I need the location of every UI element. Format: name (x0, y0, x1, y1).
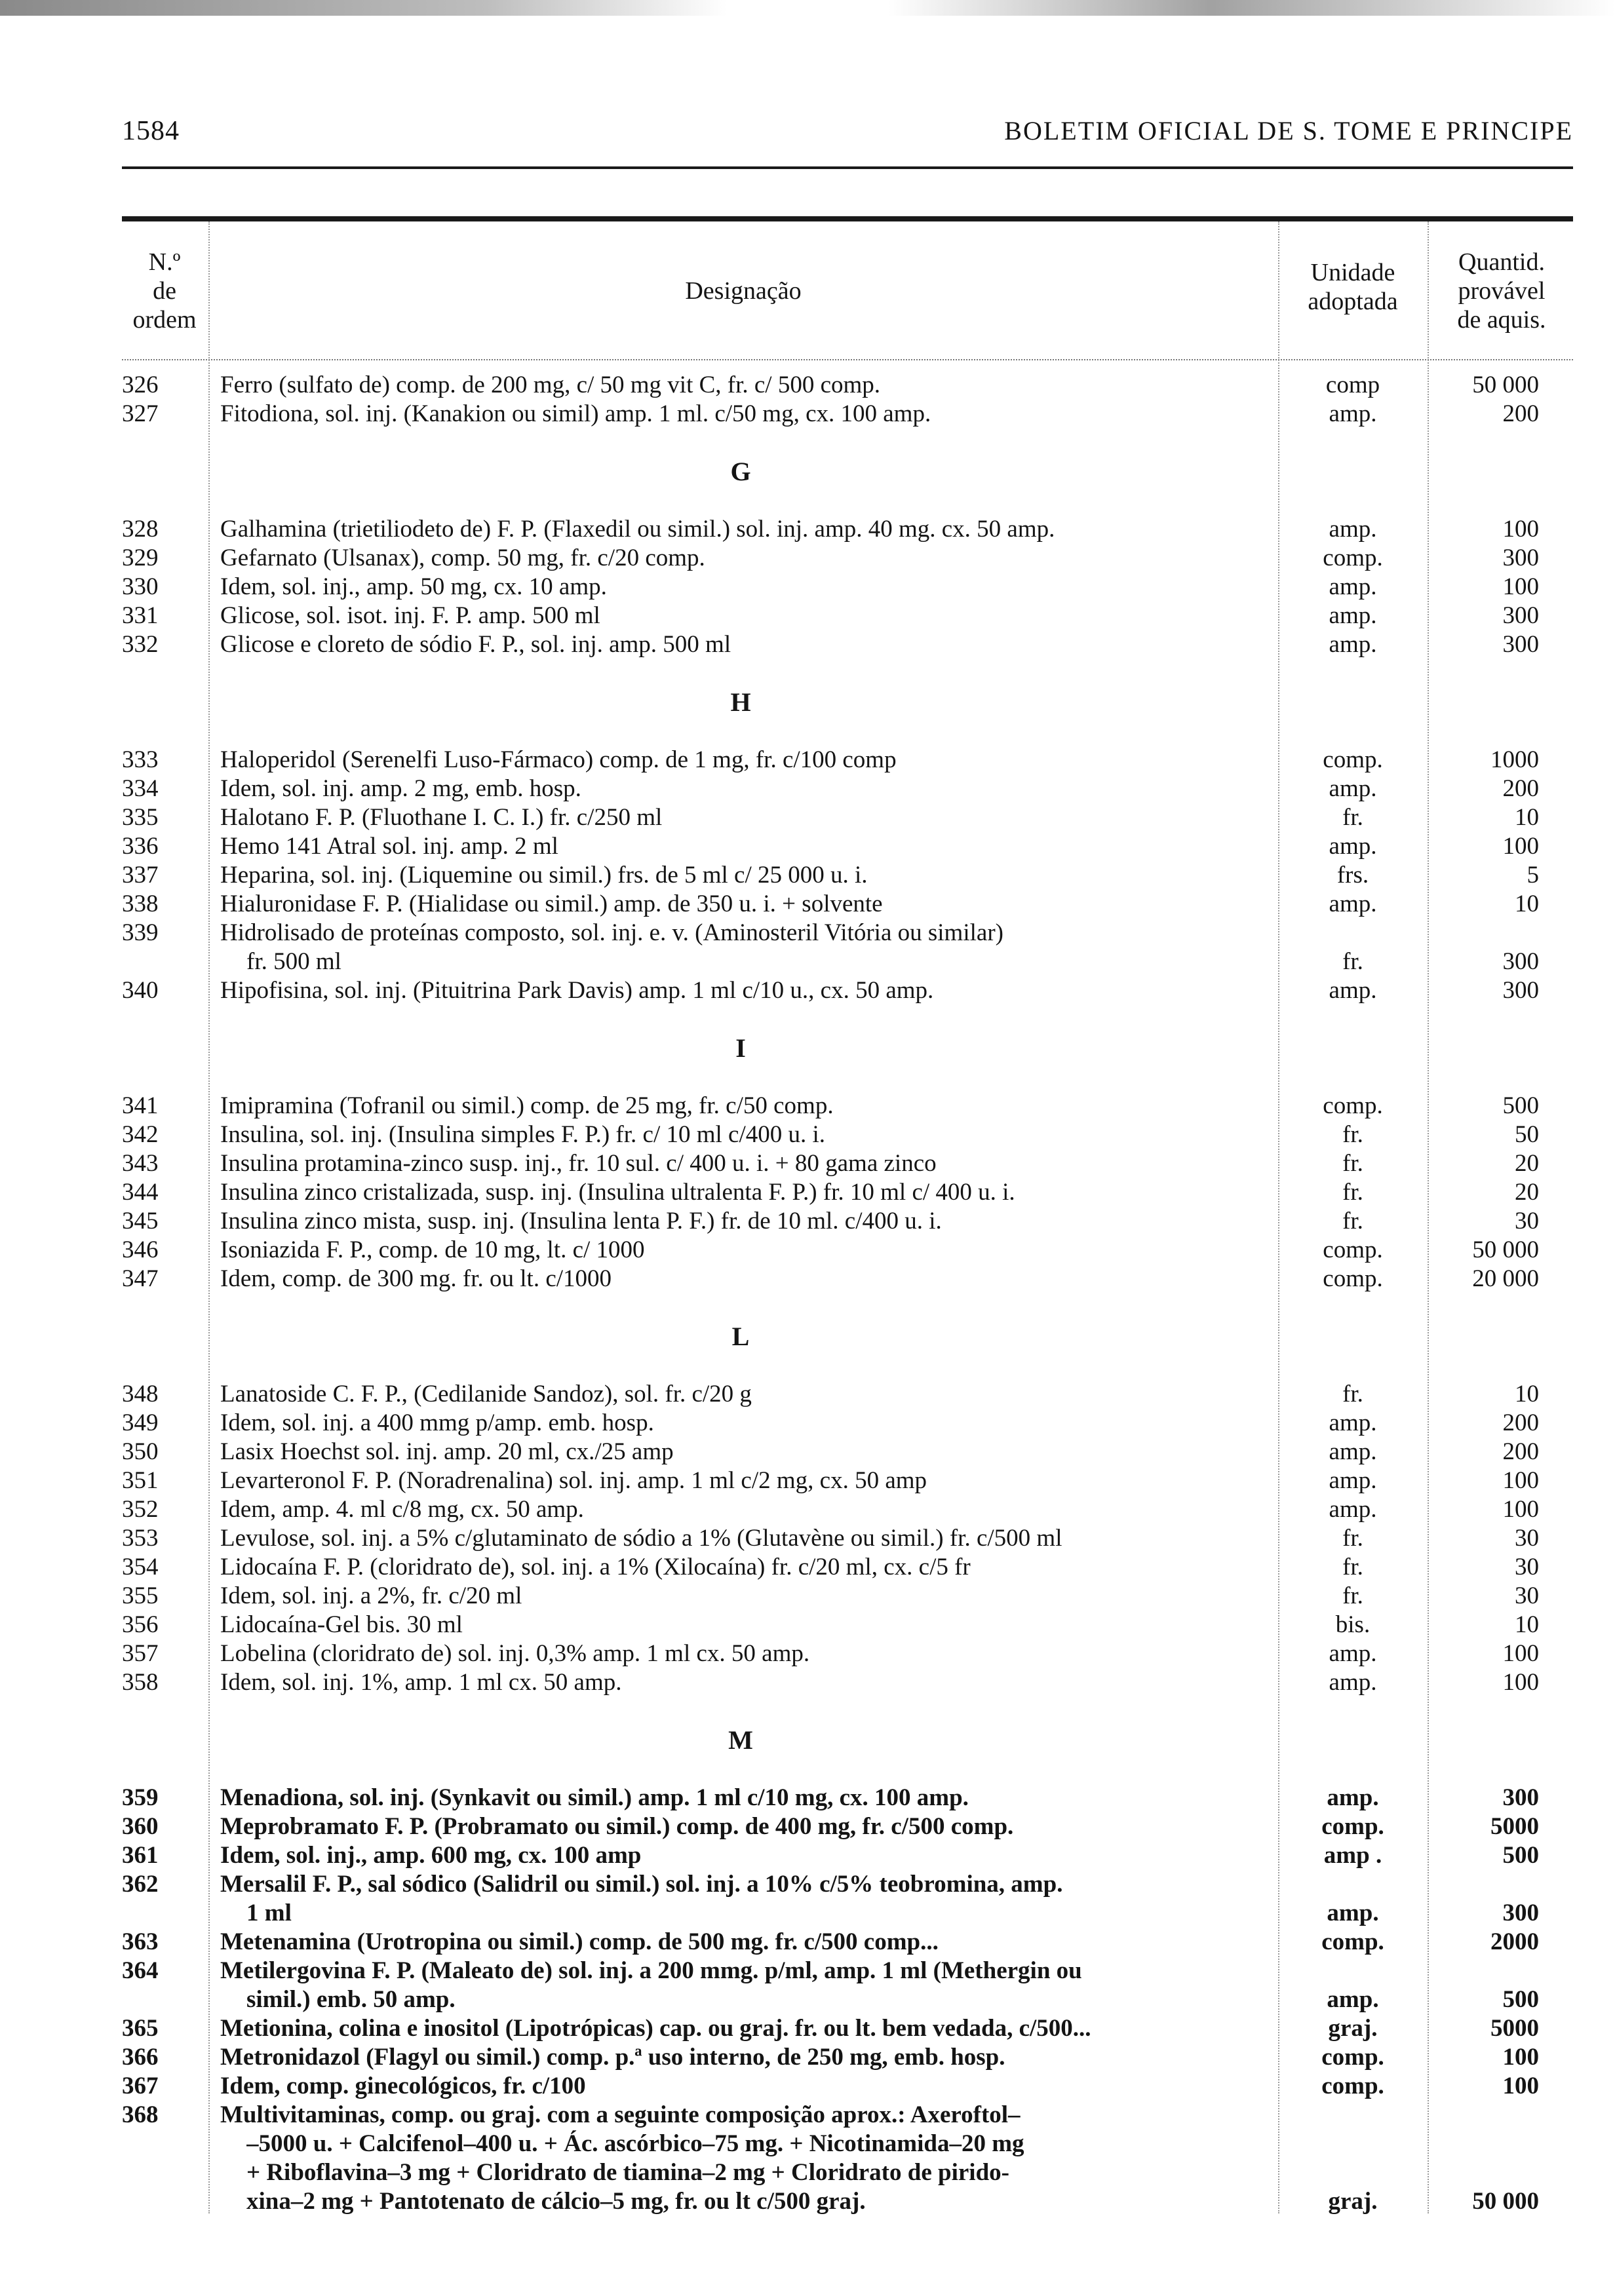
item-quantity: 5 (1527, 862, 1539, 889)
table-row (0, 976, 1615, 1005)
item-quantity: 500 (1502, 1092, 1539, 1119)
table-row (0, 947, 1615, 976)
item-number: 338 (122, 890, 159, 917)
item-designation: Glicose, sol. isot. inj. F. P. amp. 500 ml (220, 602, 600, 629)
item-quantity: 300 (1502, 631, 1539, 658)
item-designation: Levarteronol F. P. (Noradrenalina) sol. inj. amp. 1 ml c/2 mg, cx. 50 amp (220, 1467, 927, 1494)
item-designation: Menadiona, sol. inj. (Synkavit ou simil.) amp. 1 ml c/10 mg, cx. 100 amp. (220, 1784, 969, 1811)
item-quantity: 100 (1502, 1467, 1539, 1494)
item-number: 368 (122, 2101, 159, 2128)
item-unit: amp. (1329, 400, 1377, 427)
item-designation: Insulina, sol. inj. (Insulina simples F. P.) fr. c/ 10 ml c/400 u. i. (220, 1121, 826, 1148)
item-number: 328 (122, 516, 159, 543)
table-row (0, 515, 1615, 544)
table-row (0, 1899, 1615, 1928)
item-designation: Hialuronidase F. P. (Hialidase ou simil.) amp. de 350 u. i. + solvente (220, 890, 883, 917)
item-designation: 1 ml (246, 1900, 292, 1926)
item-unit: amp. (1329, 1640, 1377, 1667)
page-number: 1584 (122, 116, 180, 146)
item-designation: Idem, comp. ginecológicos, fr. c/100 (220, 2073, 586, 2099)
table-row (0, 1236, 1615, 1265)
item-quantity: 50 000 (1472, 2188, 1539, 2215)
item-designation: Fitodiona, sol. inj. (Kanakion ou simil) amp. 1 ml. c/50 mg, cx. 100 amp. (220, 400, 931, 427)
item-quantity: 10 (1515, 1381, 1539, 1407)
table-row (0, 1466, 1615, 1495)
item-quantity: 1000 (1490, 746, 1539, 773)
item-quantity: 200 (1502, 400, 1539, 427)
item-number: 331 (122, 602, 159, 629)
item-unit: comp. (1321, 2044, 1384, 2071)
item-designation: Idem, comp. de 300 mg. fr. ou lt. c/1000 (220, 1265, 612, 1292)
table-row (0, 2043, 1615, 2072)
item-designation: Lobelina (cloridrato de) sol. inj. 0,3% amp. 1 ml cx. 50 amp. (220, 1640, 810, 1667)
item-unit: amp. (1327, 1986, 1379, 2013)
item-quantity: 200 (1502, 1409, 1539, 1436)
item-number: 363 (122, 1928, 159, 1955)
item-number: 333 (122, 746, 159, 773)
item-number: 342 (122, 1121, 159, 1148)
item-unit: amp. (1329, 890, 1377, 917)
item-designation: Levulose, sol. inj. a 5% c/glutaminato de sódio a 1% (Glutavène ou simil.) fr. c/500 ml (220, 1525, 1062, 1552)
table-row (0, 1120, 1615, 1149)
table-row (0, 1668, 1615, 1697)
table-row (0, 1928, 1615, 1957)
table-row (0, 919, 1615, 947)
item-designation: Multivitaminas, comp. ou graj. com a seguinte composição aprox.: Axeroftol– (220, 2101, 1021, 2128)
table-row (0, 1841, 1615, 1870)
item-designation: xina–2 mg + Pantotenato de cálcio–5 mg, fr. ou lt c/500 graj. (246, 2188, 866, 2215)
item-number: 361 (122, 1842, 159, 1869)
item-quantity: 10 (1515, 1611, 1539, 1638)
item-designation: Mersalil F. P., sal sódico (Salidril ou simil.) sol. inj. a 10% c/5% teobromina, amp. (220, 1871, 1063, 1898)
table-row (0, 1495, 1615, 1524)
item-number: 334 (122, 775, 159, 802)
item-unit: fr. (1342, 1525, 1363, 1552)
item-unit: amp. (1329, 602, 1377, 629)
item-unit: amp. (1329, 1669, 1377, 1696)
item-quantity: 5000 (1490, 2015, 1539, 2042)
item-number: 346 (122, 1236, 159, 1263)
item-designation: Halotano F. P. (Fluothane I. C. I.) fr. c/250 ml (220, 804, 663, 831)
item-quantity: 200 (1502, 775, 1539, 802)
item-unit: amp. (1329, 977, 1377, 1004)
item-unit: graj. (1328, 2015, 1378, 2042)
table-row (0, 1639, 1615, 1668)
table-top-rule (122, 216, 1573, 221)
item-designation: Haloperidol (Serenelfi Luso-Fármaco) comp. de 1 mg, fr. c/100 comp (220, 746, 897, 773)
item-designation: Lidocaína-Gel bis. 30 ml (220, 1611, 463, 1638)
item-unit: amp. (1329, 631, 1377, 658)
item-quantity: 30 (1515, 1582, 1539, 1609)
item-designation: Imipramina (Tofranil ou simil.) comp. de 25 mg, fr. c/50 comp. (220, 1092, 834, 1119)
item-quantity: 20 000 (1472, 1265, 1539, 1292)
item-unit: amp. (1329, 516, 1377, 543)
item-quantity: 100 (1502, 2073, 1539, 2099)
item-designation: Idem, sol. inj., amp. 600 mg, cx. 100 amp (220, 1842, 642, 1869)
table-row (0, 1409, 1615, 1438)
item-quantity: 50 000 (1472, 372, 1539, 398)
item-number: 360 (122, 1813, 159, 1840)
section-letter-label: G (730, 457, 751, 486)
item-number: 364 (122, 1957, 159, 1984)
table-row (0, 1438, 1615, 1466)
section-letter (0, 1697, 1615, 1784)
section-letter (0, 1293, 1615, 1380)
item-designation: Lanatoside C. F. P., (Cedilanide Sandoz), sol. fr. c/20 g (220, 1381, 752, 1407)
item-unit: comp. (1323, 545, 1383, 571)
table-row (0, 602, 1615, 630)
item-number: 349 (122, 1409, 159, 1436)
item-quantity: 300 (1502, 545, 1539, 571)
section-letter-label: L (731, 1322, 750, 1351)
item-designation: Galhamina (trietiliodeto de) F. P. (Flaxedil ou simil.) sol. inj. amp. 40 mg. cx. 50 amp. (220, 516, 1055, 543)
item-designation: Idem, sol. inj. 1%, amp. 1 ml cx. 50 amp. (220, 1669, 622, 1696)
item-number: 350 (122, 1438, 159, 1465)
table-row (0, 1380, 1615, 1409)
table-row (0, 573, 1615, 602)
item-designation: Idem, amp. 4. ml c/8 mg, cx. 50 amp. (220, 1496, 584, 1523)
item-number: 354 (122, 1554, 159, 1580)
item-quantity: 20 (1515, 1150, 1539, 1177)
item-designation: Metronidazol (Flagyl ou simil.) comp. p.ª uso interno, de 250 mg, emb. hosp. (220, 2044, 1005, 2071)
item-designation: Insulina protamina-zinco susp. inj., fr. 10 sul. c/ 400 u. i. + 80 gama zinco (220, 1150, 937, 1177)
item-unit: bis. (1335, 1611, 1371, 1638)
item-designation: Insulina zinco mista, susp. inj. (Insulina lenta P. F.) fr. de 10 ml. c/400 u. i. (220, 1208, 942, 1234)
item-number: 345 (122, 1208, 159, 1234)
table-row (0, 371, 1615, 400)
item-designation: Hemo 141 Atral sol. inj. amp. 2 ml (220, 833, 558, 860)
item-unit: amp. (1329, 573, 1377, 600)
item-quantity: 30 (1515, 1208, 1539, 1234)
item-unit: fr. (1342, 1582, 1363, 1609)
table-row (0, 400, 1615, 429)
item-designation: Meprobramato F. P. (Probramato ou simil.) comp. de 400 mg, fr. c/500 comp. (220, 1813, 1014, 1840)
item-unit: graj. (1328, 2188, 1378, 2215)
table-row (0, 775, 1615, 803)
item-number: 337 (122, 862, 159, 889)
table-row (0, 1149, 1615, 1178)
page-header (122, 115, 1573, 155)
item-number: 348 (122, 1381, 159, 1407)
header-rule (122, 166, 1573, 169)
column-header-designation: Designação (685, 277, 802, 305)
item-number: 366 (122, 2044, 159, 2071)
item-quantity: 300 (1502, 977, 1539, 1004)
item-unit: comp. (1323, 1265, 1383, 1292)
item-quantity: 300 (1502, 1900, 1539, 1926)
item-unit: comp. (1323, 746, 1383, 773)
item-number: 352 (122, 1496, 159, 1523)
item-designation: –5000 u. + Calcifenol–400 u. + Ác. ascórbico–75 mg. + Nicotinamida–20 mg (246, 2130, 1024, 2157)
item-designation: Isoniazida F. P., comp. de 10 mg, lt. c/ 1000 (220, 1236, 645, 1263)
item-quantity: 10 (1515, 804, 1539, 831)
item-designation: fr. 500 ml (246, 948, 341, 975)
item-number: 355 (122, 1582, 159, 1609)
section-letter-label: H (730, 687, 751, 717)
item-quantity: 5000 (1490, 1813, 1539, 1840)
item-quantity: 50 (1515, 1121, 1539, 1148)
header-bottom-rule (122, 359, 1573, 360)
item-number: 329 (122, 545, 159, 571)
table-row (0, 544, 1615, 573)
item-number: 335 (122, 804, 159, 831)
item-unit: amp. (1329, 1496, 1377, 1523)
item-quantity: 10 (1515, 890, 1539, 917)
item-number: 365 (122, 2015, 159, 2042)
item-number: 327 (122, 400, 159, 427)
item-designation: Glicose e cloreto de sódio F. P., sol. inj. amp. 500 ml (220, 631, 731, 658)
table-row (0, 1985, 1615, 2014)
item-number: 326 (122, 372, 159, 398)
item-quantity: 100 (1502, 1669, 1539, 1696)
item-number: 362 (122, 1871, 159, 1898)
item-unit: fr. (1342, 1121, 1363, 1148)
item-unit: frs. (1336, 862, 1369, 889)
table-row (0, 890, 1615, 919)
table-row (0, 1812, 1615, 1841)
item-designation: Insulina zinco cristalizada, susp. inj. (Insulina ultralenta F. P.) fr. 10 ml c/ 400 u. i. (220, 1179, 1015, 1206)
item-number: 341 (122, 1092, 159, 1119)
item-designation: Lasix Hoechst sol. inj. amp. 20 ml, cx./25 amp (220, 1438, 674, 1465)
item-number: 359 (122, 1784, 159, 1811)
table-row (0, 1957, 1615, 1985)
item-number: 332 (122, 631, 159, 658)
section-letter-label: M (728, 1725, 753, 1755)
table-row (0, 803, 1615, 832)
item-quantity: 100 (1502, 1496, 1539, 1523)
item-unit: fr. (1342, 1179, 1363, 1206)
table-row (0, 2101, 1615, 2130)
item-number: 330 (122, 573, 159, 600)
table-row (0, 1265, 1615, 1293)
table-row (0, 2158, 1615, 2187)
section-letter (0, 659, 1615, 746)
section-letter-label: I (735, 1033, 746, 1063)
item-quantity: 20 (1515, 1179, 1539, 1206)
item-designation: simil.) emb. 50 amp. (246, 1986, 456, 2013)
table-row (0, 2014, 1615, 2043)
item-number: 336 (122, 833, 159, 860)
item-designation: Metenamina (Urotropina ou simil.) comp. de 500 mg. fr. c/500 comp... (220, 1928, 939, 1955)
item-quantity: 100 (1502, 516, 1539, 543)
item-unit: amp. (1329, 833, 1377, 860)
item-unit: fr. (1342, 1150, 1363, 1177)
item-unit: comp. (1321, 2073, 1384, 2099)
item-unit: amp. (1329, 1438, 1377, 1465)
item-number: 357 (122, 1640, 159, 1667)
item-quantity: 2000 (1490, 1928, 1539, 1955)
item-unit: comp. (1321, 1813, 1384, 1840)
table-row (0, 1178, 1615, 1207)
item-number: 343 (122, 1150, 159, 1177)
column-header-quantity: Quantid. provável de aquis. (1457, 248, 1546, 334)
item-quantity: 200 (1502, 1438, 1539, 1465)
item-number: 339 (122, 919, 159, 946)
item-quantity: 100 (1502, 833, 1539, 860)
item-designation: Lidocaína F. P. (cloridrato de), sol. inj. a 1% (Xilocaína) fr. c/20 ml, cx. c/5 fr (220, 1554, 971, 1580)
item-unit: amp. (1329, 1467, 1377, 1494)
item-designation: Hidrolisado de proteínas composto, sol. inj. e. v. (Aminosteril Vitória ou similar) (220, 919, 1003, 946)
item-quantity: 500 (1502, 1986, 1539, 2013)
item-number: 347 (122, 1265, 159, 1292)
item-unit: fr. (1342, 1208, 1363, 1234)
item-quantity: 500 (1502, 1842, 1539, 1869)
item-unit: fr. (1342, 948, 1363, 975)
column-header-unit: Unidade adoptada (1308, 259, 1398, 315)
item-number: 353 (122, 1525, 159, 1552)
item-unit: fr. (1342, 1381, 1363, 1407)
table-row (0, 861, 1615, 890)
item-designation: Idem, sol. inj. a 400 mmg p/amp. emb. hosp. (220, 1409, 654, 1436)
item-number: 367 (122, 2073, 159, 2099)
running-title: BOLETIM OFICIAL DE S. TOME E PRINCIPE (1004, 116, 1573, 145)
item-designation: Idem, sol. inj., amp. 50 mg, cx. 10 amp. (220, 573, 607, 600)
table-row (0, 1611, 1615, 1639)
item-unit: amp. (1327, 1784, 1379, 1811)
item-designation: Metionina, colina e inositol (Lipotrópicas) cap. ou graj. fr. ou lt. bem vedada, c/500... (220, 2015, 1091, 2042)
table-row (0, 1553, 1615, 1582)
table-row (0, 2072, 1615, 2101)
table-row (0, 2187, 1615, 2216)
section-letter (0, 1005, 1615, 1092)
item-quantity: 300 (1502, 948, 1539, 975)
item-quantity: 300 (1502, 1784, 1539, 1811)
item-designation: Metilergovina F. P. (Maleato de) sol. inj. a 200 mmg. p/ml, amp. 1 ml (Methergin ou (220, 1957, 1082, 1984)
table-row (0, 1524, 1615, 1553)
item-designation: Idem, sol. inj. amp. 2 mg, emb. hosp. (220, 775, 581, 802)
table-row (0, 1207, 1615, 1236)
item-quantity: 300 (1502, 602, 1539, 629)
item-unit: comp. (1323, 1092, 1383, 1119)
table-row (0, 1870, 1615, 1899)
item-quantity: 100 (1502, 573, 1539, 600)
item-unit: fr. (1342, 1554, 1363, 1580)
item-unit: comp (1325, 372, 1380, 398)
item-quantity: 100 (1502, 2044, 1539, 2071)
item-unit: comp. (1323, 1236, 1383, 1263)
item-number: 344 (122, 1179, 159, 1206)
item-designation: Hipofisina, sol. inj. (Pituitrina Park Davis) amp. 1 ml c/10 u., cx. 50 amp. (220, 977, 934, 1004)
item-unit: amp . (1323, 1842, 1382, 1869)
table-row (0, 1582, 1615, 1611)
table-row (0, 2130, 1615, 2158)
item-number: 356 (122, 1611, 159, 1638)
section-letter (0, 429, 1615, 515)
item-quantity: 100 (1502, 1640, 1539, 1667)
item-unit: comp. (1321, 1928, 1384, 1955)
table-row (0, 746, 1615, 775)
item-number: 358 (122, 1669, 159, 1696)
medicine-table (0, 371, 1615, 2216)
item-number: 351 (122, 1467, 159, 1494)
item-quantity: 30 (1515, 1554, 1539, 1580)
item-designation: Ferro (sulfato de) comp. de 200 mg, c/ 50 mg vit C, fr. c/ 500 comp. (220, 372, 881, 398)
table-row (0, 630, 1615, 659)
item-unit: amp. (1327, 1900, 1379, 1926)
item-designation: + Riboflavina–3 mg + Cloridrato de tiamina–2 mg + Cloridrato de pirido- (246, 2159, 1009, 2186)
item-designation: Gefarnato (Ulsanax), comp. 50 mg, fr. c/20 comp. (220, 545, 705, 571)
item-unit: fr. (1342, 804, 1363, 831)
item-designation: Idem, sol. inj. a 2%, fr. c/20 ml (220, 1582, 522, 1609)
scan-edge-artifact (0, 0, 1615, 16)
item-designation: Heparina, sol. inj. (Liquemine ou simil.) frs. de 5 ml c/ 25 000 u. i. (220, 862, 868, 889)
item-unit: amp. (1329, 1409, 1377, 1436)
item-number: 340 (122, 977, 159, 1004)
table-row (0, 832, 1615, 861)
item-quantity: 30 (1515, 1525, 1539, 1552)
table-row (0, 1784, 1615, 1812)
table-row (0, 1092, 1615, 1120)
column-header-number: N.º de ordem (132, 248, 197, 334)
item-unit: amp. (1329, 775, 1377, 802)
item-quantity: 50 000 (1472, 1236, 1539, 1263)
